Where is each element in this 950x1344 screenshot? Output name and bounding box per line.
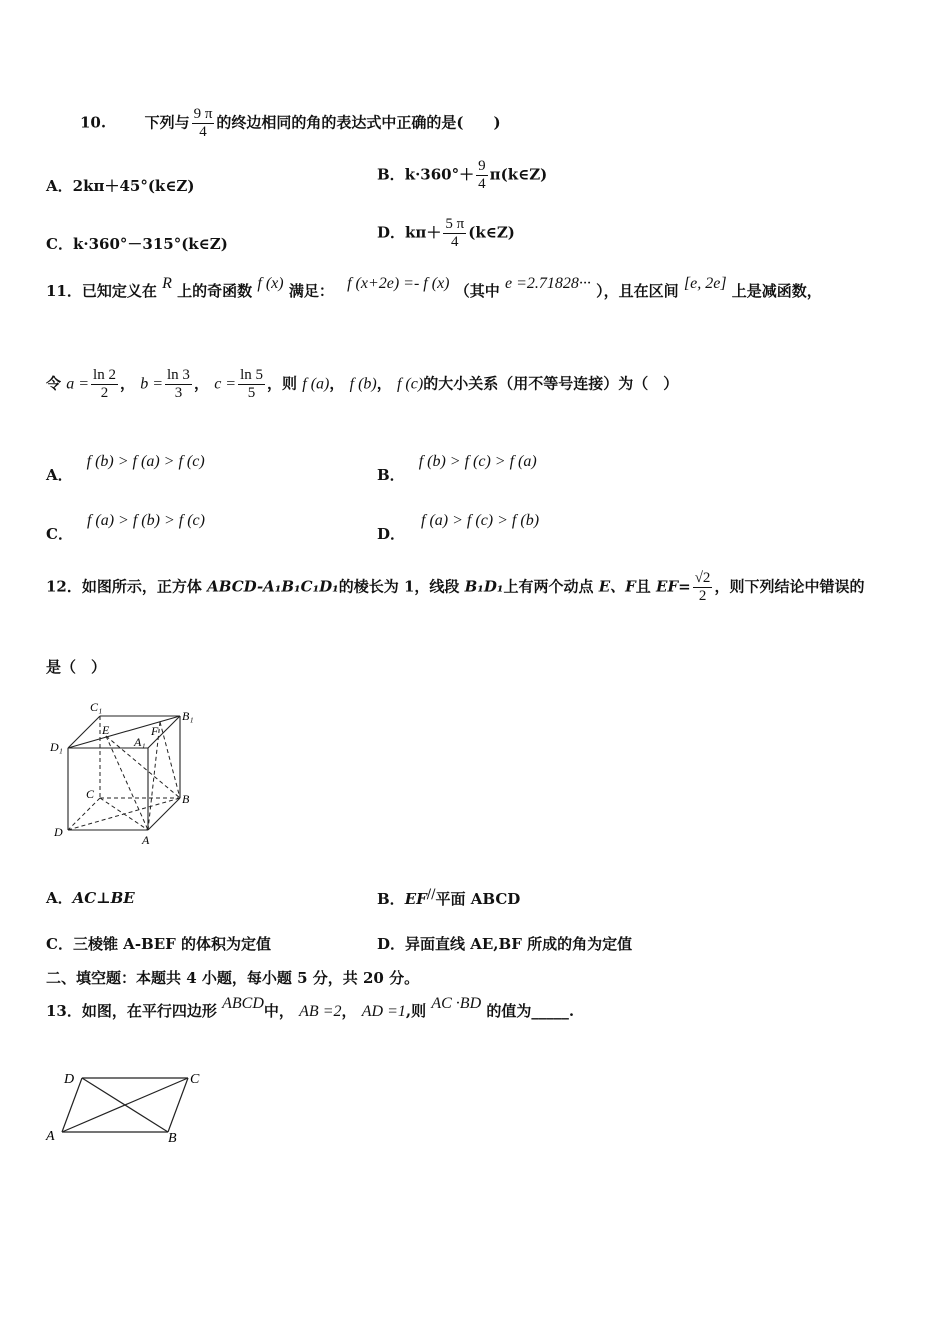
label-D1: D₁: [50, 740, 63, 754]
q12-stem-line1: 12．如图所示，正方体 ABCD-A₁B₁C₁D₁的棱长为 1，线段 B₁D₁上有两个动点 E、F且 EF= $\frac{√2}{2}$ ，则下列结论中错误的: [46, 570, 865, 604]
label-B: B: [168, 1131, 177, 1146]
label-F: F: [151, 724, 159, 738]
label-D: D: [64, 1072, 75, 1087]
q10-stem: 10. 下列与 $\frac{9 \pi}{4}$ 的终边相同的角的表达式中正确的是( ): [80, 106, 501, 140]
label-C: C: [86, 787, 95, 801]
label-E: E: [102, 723, 110, 737]
q10-option-b[interactable]: B．k·360°＋ $\frac{9}{4}$ π(k∈Z): [377, 158, 548, 192]
q11-option-a[interactable]: A．f (b) > f (a) > f (c): [46, 453, 205, 484]
q12-option-b[interactable]: B．EF//平面 ABCD: [377, 887, 521, 908]
q10-number: 10.: [80, 113, 107, 132]
q11-option-d[interactable]: D．f (a) > f (c) > f (b): [377, 512, 540, 543]
label-A1: A₁: [134, 735, 146, 749]
label-A: A: [142, 833, 150, 847]
cube-figure: [48, 698, 208, 848]
q10-option-d[interactable]: D．kπ＋ $\frac{5 \pi}{4}$ (k∈Z): [377, 216, 515, 250]
label-B: B: [182, 792, 190, 806]
q11-option-b[interactable]: B．f (b) > f (c) > f (a): [377, 453, 537, 484]
parallelogram-figure: [44, 1066, 214, 1148]
section-heading-fill-blank: 二、填空题：本题共 4 小题，每小题 5 分，共 20 分。: [46, 969, 420, 987]
q12-option-a[interactable]: A．AC⊥BE: [46, 889, 135, 907]
label-C1: C₁: [90, 700, 103, 714]
q11-stem-line1: 11．已知定义在 R 上的奇函数 f (x) 满足： f (x+2e) =- f (x) （其中 e =2.71828··· ），且在区间 [e, 2e] 上是减函数，: [46, 275, 822, 300]
label-C: C: [190, 1072, 200, 1087]
q11-option-c[interactable]: C．f (a) > f (b) > f (c): [46, 512, 205, 543]
q10-option-a[interactable]: A．2kπ＋45°(k∈Z): [46, 177, 195, 195]
q12-option-d[interactable]: D．异面直线 AE,BF 所成的角为定值: [377, 935, 633, 953]
q11-stem-line2: 令 a = $\frac{\ln 2}{2}$ ， b = $\frac{\ln 3}{3}$ ， c = $\frac{\ln 5}{5}$ ，则 f (a)， f (b)， f (c)的大小关系（用不等号连接）为（ ）: [46, 367, 679, 401]
label-B1: B₁: [182, 709, 194, 723]
q13-stem: 13．如图，在平行四边形 ABCD中， AB =2， AD =1,则 AC ·BD 的值为_____.: [46, 995, 575, 1020]
q10-fraction: $\frac{9 \pi}{4}$: [193, 106, 213, 140]
label-A: A: [46, 1129, 55, 1144]
q10-option-c[interactable]: C．k·360°－315°(k∈Z): [46, 235, 228, 253]
label-D: D: [54, 825, 63, 839]
q12-stem-line2: 是（ ）: [46, 658, 107, 676]
q12-option-c[interactable]: C．三棱锥 A-BEF 的体积为定值: [46, 935, 272, 953]
